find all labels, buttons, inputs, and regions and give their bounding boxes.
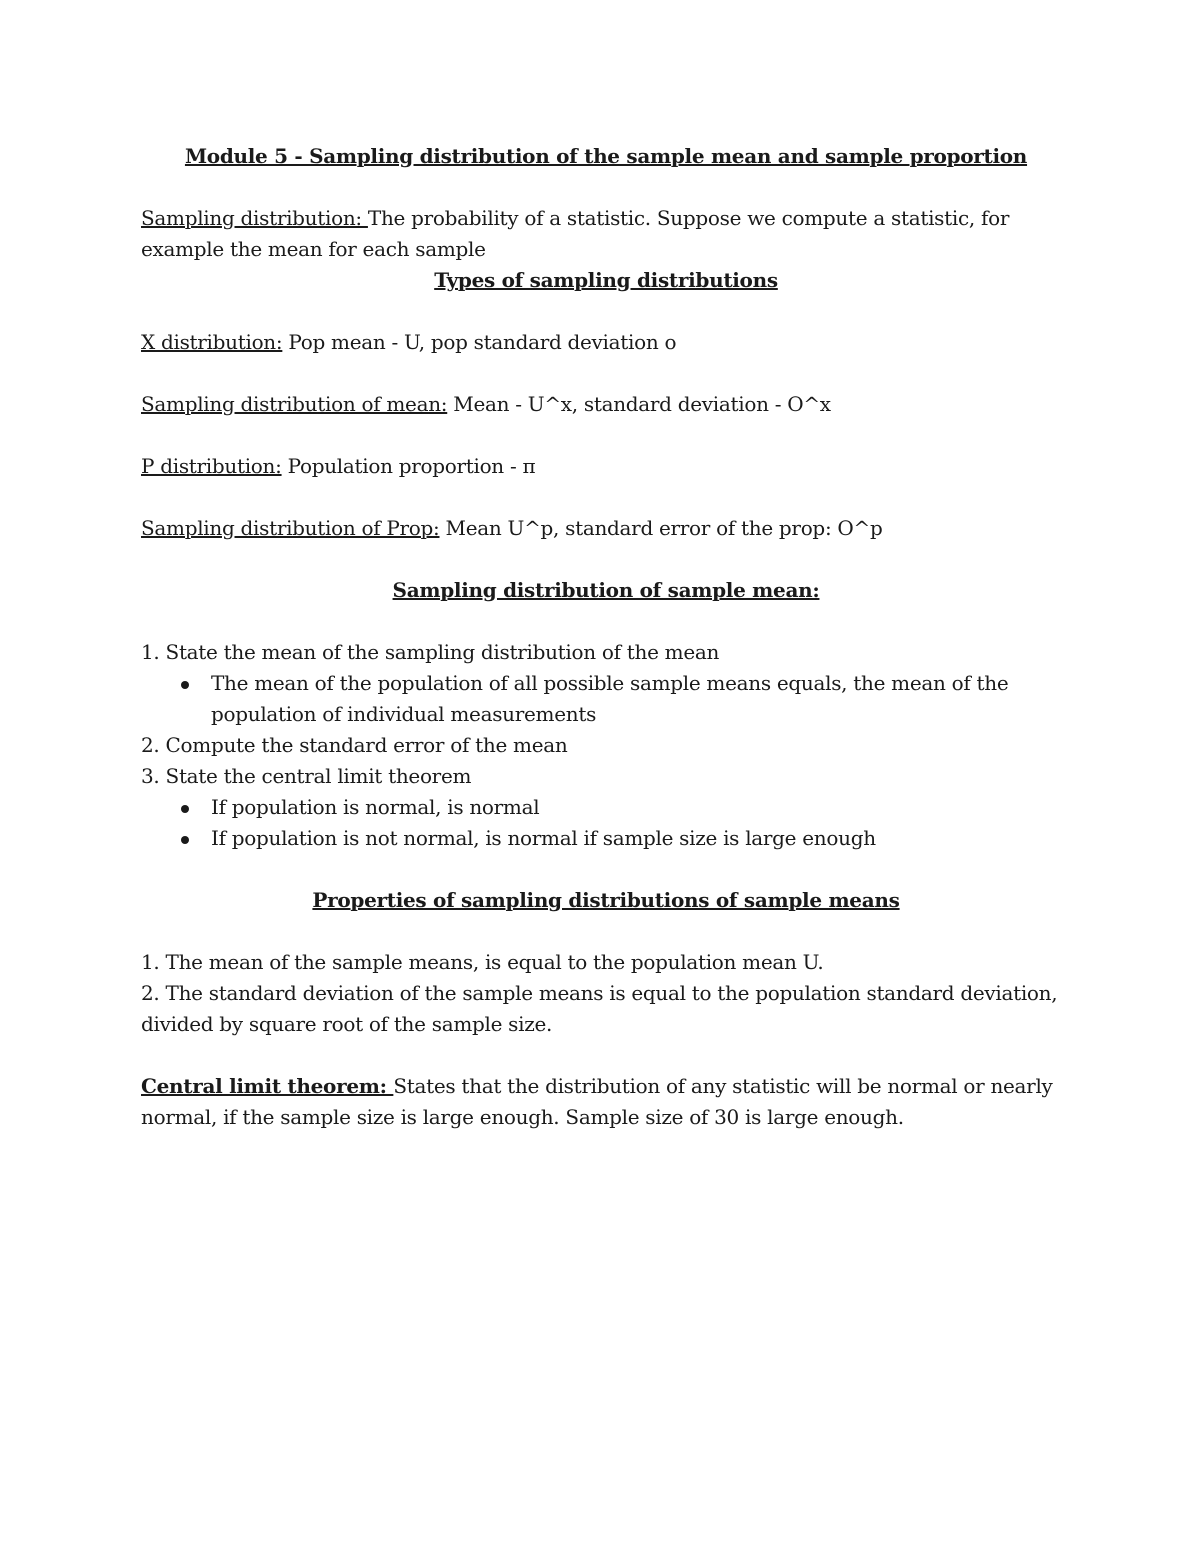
- property-1: 1. The mean of the sample means, is equal to the population mean U.: [141, 950, 824, 974]
- bullet-icon: [181, 681, 189, 689]
- clt-label: Central limit theorem:: [141, 1074, 394, 1098]
- document-page: [141, 141, 1071, 1133]
- property-2: 2. The standard deviation of the sample means is equal to the population standard deviation, divided by square root of the sample size.: [141, 981, 1058, 1036]
- properties-heading: Properties of sampling distributions of sample means: [312, 888, 900, 912]
- type-label: Sampling distribution of mean:: [141, 392, 448, 416]
- step-2: 2. Compute the standard error of the mean: [141, 733, 568, 757]
- type-sampling-mean: [141, 389, 1071, 420]
- type-text: Pop mean - U, pop standard deviation o: [282, 330, 677, 354]
- bullet-icon: [181, 805, 189, 813]
- type-label: P distribution:: [141, 454, 282, 478]
- clt-text: States that the distribution of any statistic will be normal or nearly normal, if the sample size is large enough. Sample size of 30 is large enough.: [141, 1074, 1053, 1129]
- type-text: Mean U^p, standard error of the prop: O^p: [439, 516, 883, 540]
- type-p-distribution: [141, 451, 1071, 482]
- type-text: Mean - U^x, standard deviation - O^x: [447, 392, 831, 416]
- bullet-text: The mean of the population of all possible sample means equals, the mean of the population of individual measurements: [211, 671, 1009, 726]
- document-title: Module 5 - Sampling distribution of the sample mean and sample proportion: [184, 144, 1028, 168]
- list-item: [141, 792, 1071, 823]
- sample-mean-heading: Sampling distribution of sample mean:: [392, 578, 820, 602]
- bullet-icon: [181, 836, 189, 844]
- intro-label: Sampling distribution:: [141, 206, 368, 230]
- bullet-text: If population is not normal, is normal if sample size is large enough: [211, 826, 876, 850]
- intro-text: The probability of a statistic. Suppose we compute a statistic, for example the mean for each sample: [141, 206, 1010, 261]
- type-sampling-prop: [141, 513, 1071, 544]
- intro-paragraph: [141, 203, 1071, 265]
- type-label: X distribution:: [141, 330, 283, 354]
- step-3: 3. State the central limit theorem: [141, 764, 472, 788]
- type-text: Population proportion - π: [281, 454, 536, 478]
- clt-paragraph: [141, 1071, 1071, 1133]
- type-x-distribution: [141, 327, 1071, 358]
- bullet-text: If population is normal, is normal: [211, 795, 540, 819]
- type-label: Sampling distribution of Prop:: [141, 516, 440, 540]
- types-heading: Types of sampling distributions: [434, 268, 778, 292]
- step-1: 1. State the mean of the sampling distribution of the mean: [141, 640, 720, 664]
- list-item: [141, 668, 1071, 730]
- list-item: [141, 823, 1071, 854]
